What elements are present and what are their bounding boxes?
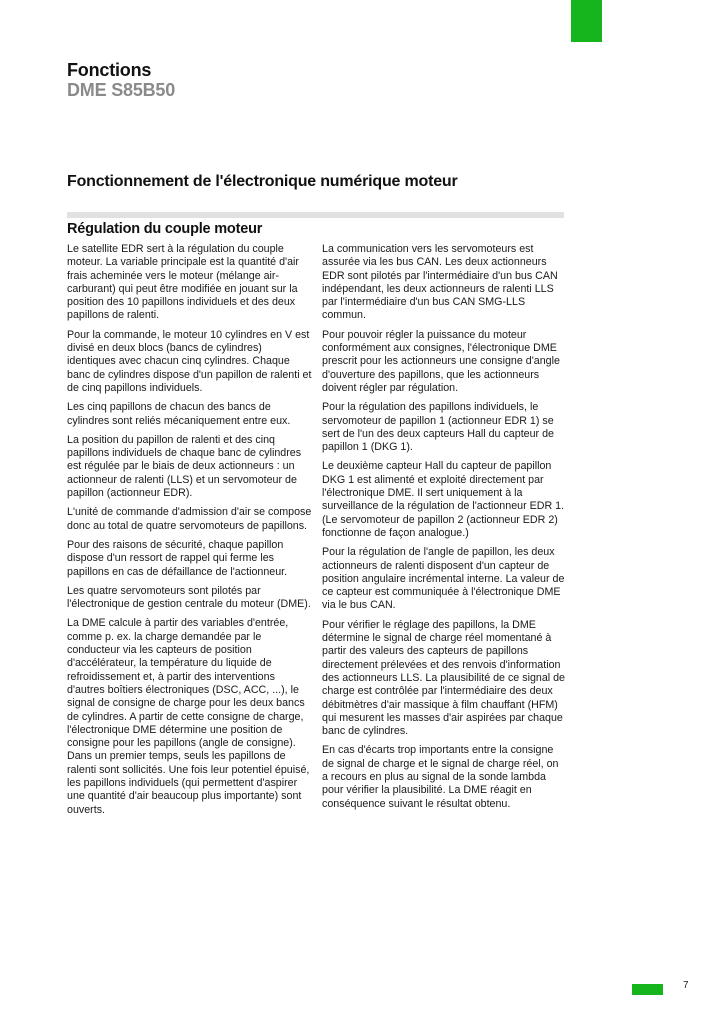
left-column [67,243,312,823]
paragraph: Les cinq papillons de chacun des bancs de cylindres sont reliés mécaniquement entre eux. [67,401,291,427]
paragraph: Le deuxième capteur Hall du capteur de papillon DKG 1 est alimenté et exploité directement par l'électronique DME. Il sert uniquement à la surveillance de la régulation de l'actionneur EDR 1. (Le servomoteur de papillon 2 (actionneur EDR 2) fonctionne de façon analogue.) [322,460,565,539]
header-subtitle: DME S85B50 [67,80,176,100]
page-header [67,60,175,100]
paragraph: L'unité de commande d'admission d'air se compose donc au total de quatre servomoteurs de papillons. [67,506,312,532]
paragraph: Pour la régulation des papillons individuels, le servomoteur de papillon 1 (actionneur EDR 1) se sert de l'un des deux capteurs Hall du capteur de papillon 1 (DKG 1). [322,401,554,454]
page-number: 7 [683,980,689,991]
paragraph: Pour la commande, le moteur 10 cylindres en V est divisé en deux blocs (bancs de cylindres) identiques avec chacun cinq cylindres. Chaque banc de cylindres dispose d'un papillon de ralenti et de cinq papillons individuels. [67,328,312,394]
paragraph: Pour la régulation de l'angle de papillon, les deux actionneurs de ralenti disposent d'un capteur de position angulaire incrémental interne. La valeur de ce capteur est communiquée à l'électronique DME via le bus CAN. [322,546,565,612]
paragraph: Pour pouvoir régler la puissance du moteur conformément aux consignes, l'électronique DME prescrit pour les actionneurs une consigne d'angle d'ouverture des papillons, que les actionneurs doivent régler par régulation. [322,328,560,394]
paragraph: La communication vers les servomoteurs est assurée via les bus CAN. Les deux actionneurs EDR sont pilotés par l'intermédiaire d'un bus CAN indépendant, les deux actionneurs de ralenti LLS par l'intermédiaire d'un bus CAN SMG-LLS commun. [322,243,558,322]
paragraph: En cas d'écarts trop importants entre la consigne de signal de charge et le signal de charge réel, on a recours en plus au signal de la sonde lambda pour vérifier la plausibilité. La DME réagit en conséquence suivant le résultat obtenu. [322,744,559,810]
footer-green-bar [632,984,663,995]
paragraph: Pour des raisons de sécurité, chaque papillon dispose d'un ressort de rappel qui ferme les papillons en cas de défaillance de l'actionneur. [67,538,288,578]
paragraph: Le satellite EDR sert à la régulation du couple moteur. La variable principale est la quantité d'air frais acheminée vers le moteur (mélange air-carburant) qui peut être modifiée en jouant sur la position des 10 papillons individuels et des deux papillons de ralenti. [67,243,299,322]
main-title: Fonctionnement de l'électronique numérique moteur [67,173,458,190]
paragraph: Pour vérifier le réglage des papillons, la DME détermine le signal de charge réel momentané à partir des valeurs des capteurs de papillons directement prélevées et des renvois d'information des actionneurs LLS. La plausibilité de ce signal de charge est contrôlée par l'intermédiaire des deux débitmètres d'air massique à film chauffant (HFM) qui mesurent les masses d'air aspirées par chaque banc de cylindres. [322,618,566,738]
paragraph: La DME calcule à partir des variables d'entrée, comme p. ex. la charge demandée par le conducteur via les capteurs de position d'accélérateur, la température du liquide de refroidissement et, à partir des interventions d'autres boîtiers électroniques (DSC, ACC, ...), le signal de consigne de charge pour les deux bancs de cylindres. A partir de cette consigne de charge, l'électronique DME détermine une position de consigne pour les papillons (angle de consigne). Dans un premier temps, seuls les papillons de ralenti sont sollicités. Une fois leur potentiel épuisé, les papillons individuels (qui permettent d'aspirer une quantité d'air beaucoup plus importante) sont ouverts. [67,617,310,816]
section-rule [67,212,564,218]
green-tab-marker [571,0,602,42]
paragraph: La position du papillon de ralenti et des cinq papillons individuels de chaque banc de cylindres est régulée par le biais de deux actionneurs : un actionneur de ralenti (LLS) et un servomoteur de papillon (actionneur EDR). [67,433,302,500]
section-title: Régulation du couple moteur [67,221,263,237]
header-title: Fonctions [67,60,152,80]
right-column [322,243,567,817]
paragraph: Les quatre servomoteurs sont pilotés par l'électronique de gestion centrale du moteur (DME). [67,584,311,611]
